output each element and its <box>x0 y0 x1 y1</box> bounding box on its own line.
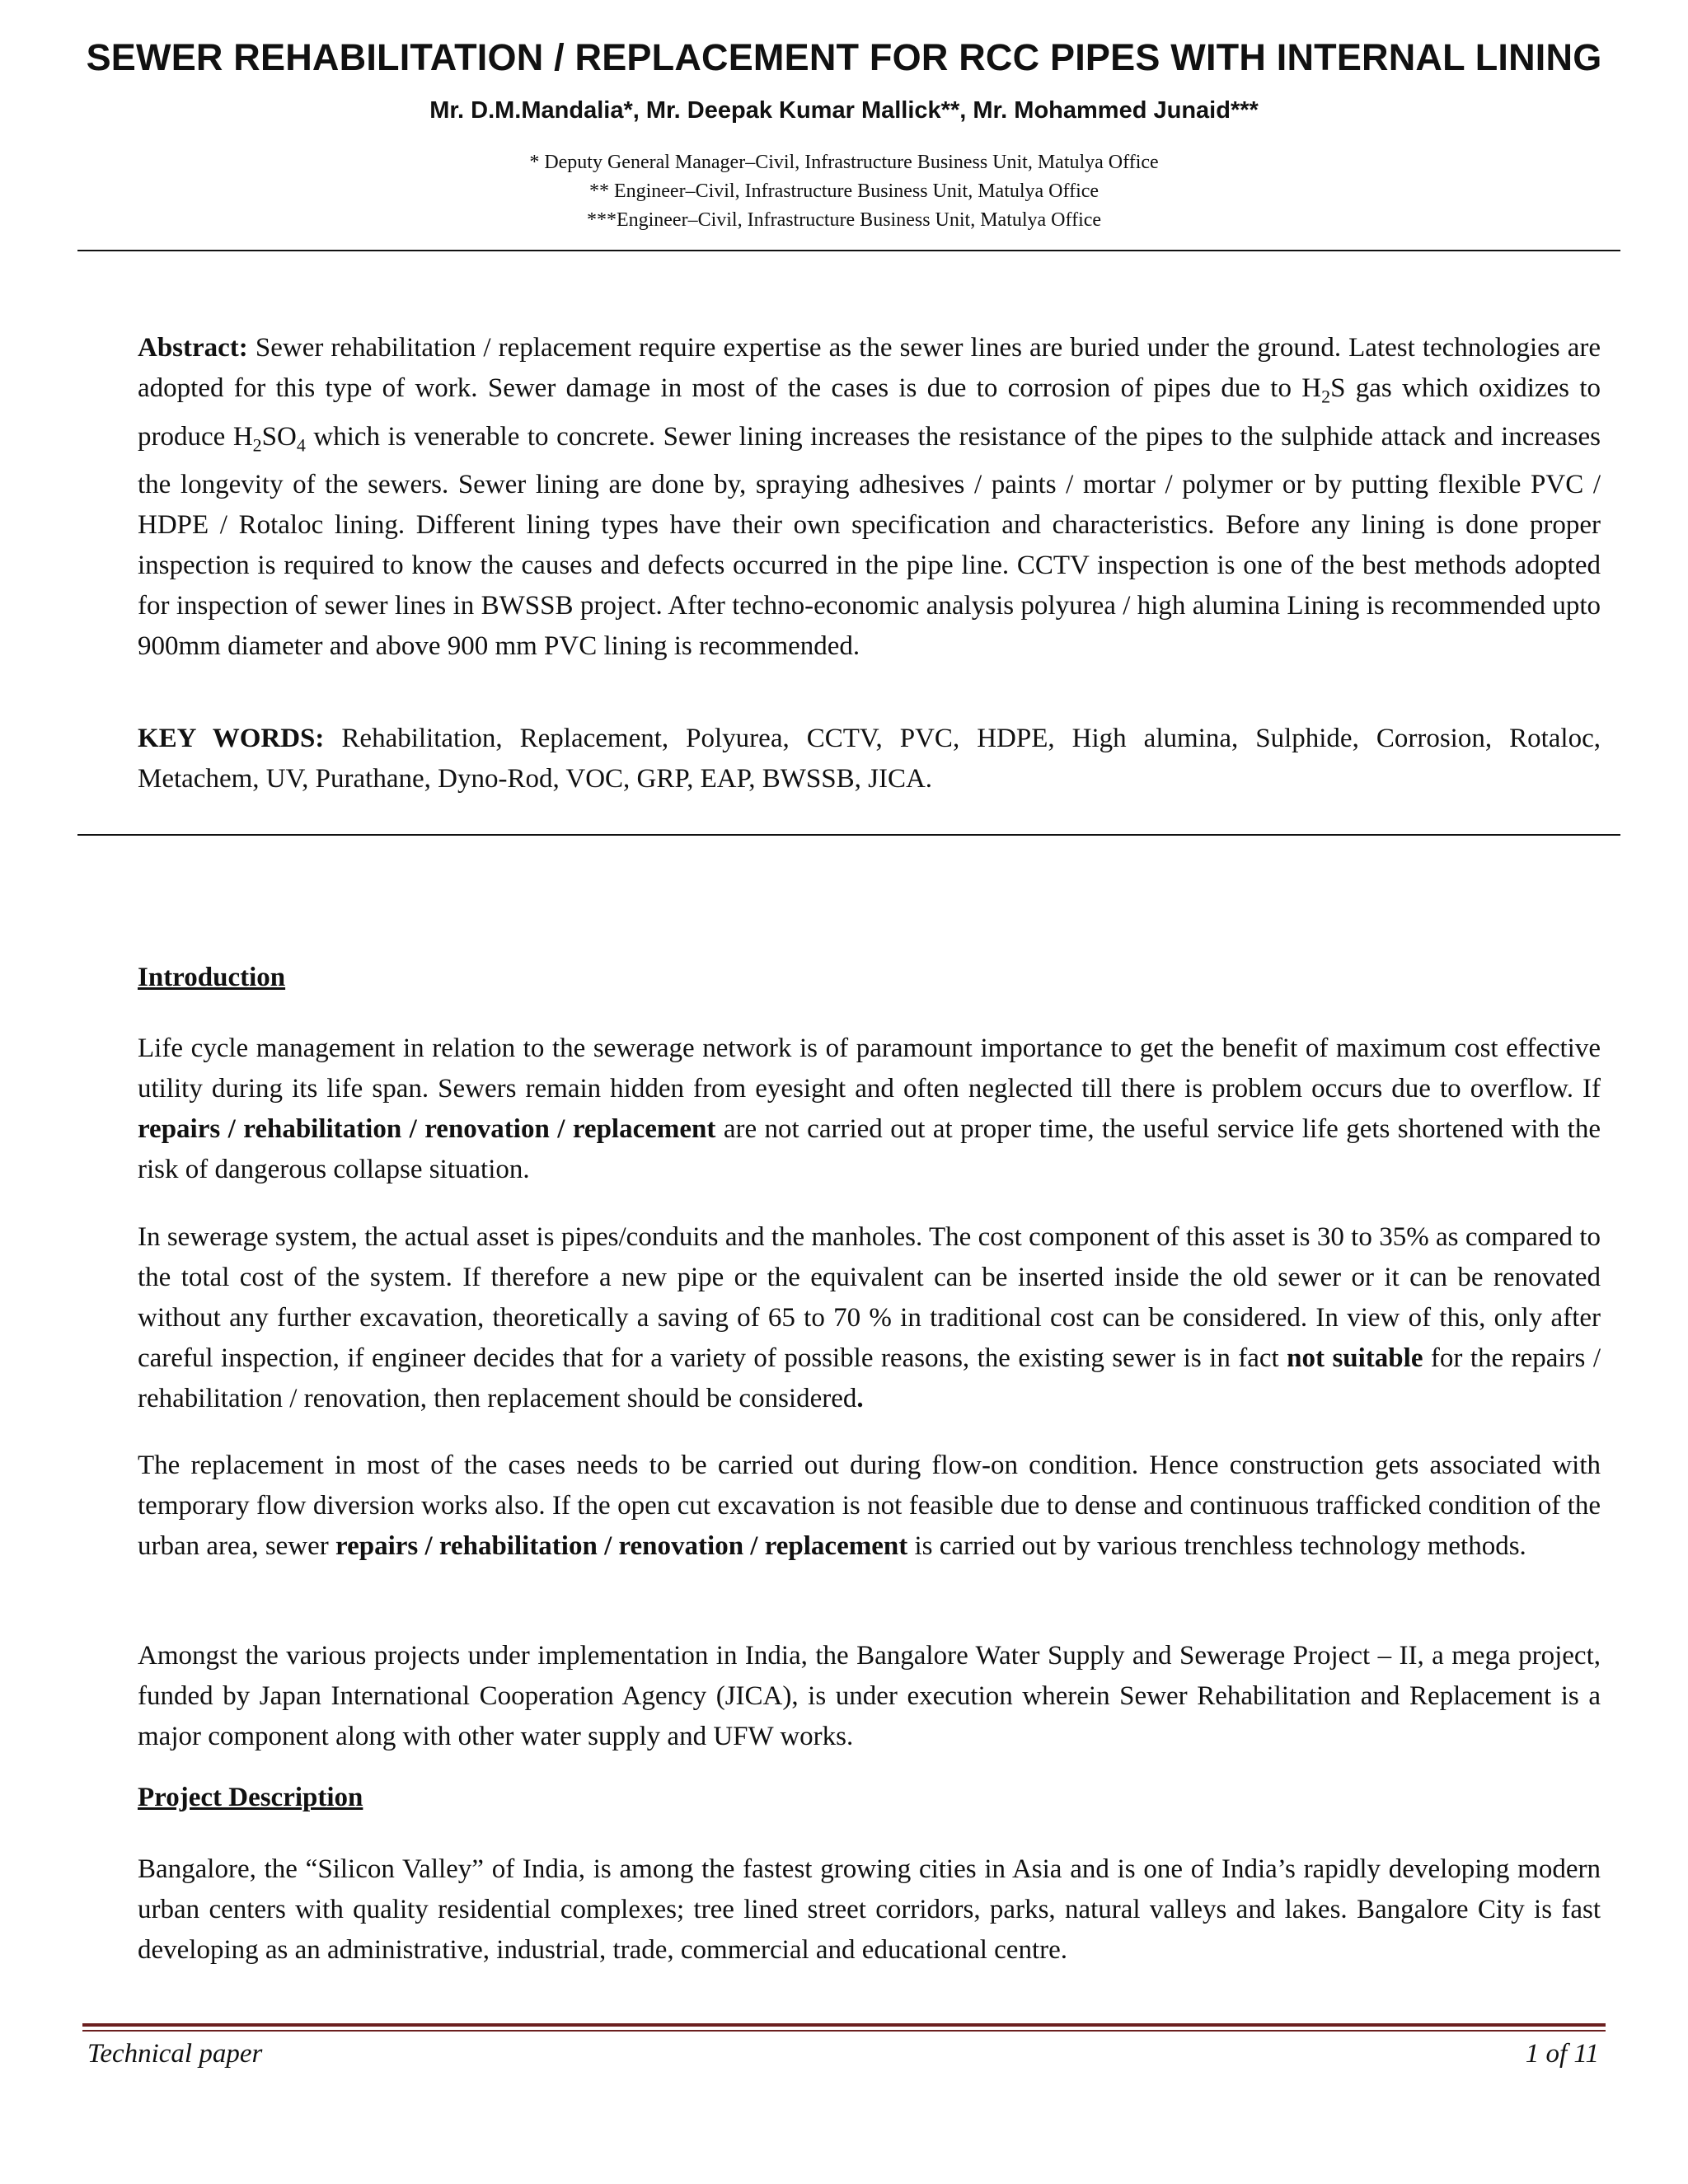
keywords-label: KEY WORDS: <box>138 724 325 753</box>
intro-p1-text-c: are not carried out at proper time, the useful service life gets shortened with the risk of dangerous collapse situation. <box>138 1114 1601 1184</box>
paper-title: SEWER REHABILITATION / REPLACEMENT FOR RCC PIPES WITH INTERNAL LINING <box>86 36 1602 78</box>
page-number: 1 of 11 <box>1525 2039 1599 2069</box>
intro-paragraph-2 <box>138 1217 1601 1419</box>
author-list: Mr. D.M.Mandalia*, Mr. Deepak Kumar Mallick**, Mr. Mohammed Junaid*** <box>429 97 1259 124</box>
intro-paragraph-3 <box>138 1446 1601 1567</box>
intro-p3-text-c: is carried out by various trenchless technology methods. <box>907 1531 1526 1561</box>
project-description-heading: Project Description <box>138 1783 363 1812</box>
abstract-text-3: SO <box>261 421 297 452</box>
affiliations <box>0 148 1688 235</box>
abstract-divider <box>77 834 1620 836</box>
abstract-label: Abstract: <box>138 333 248 363</box>
intro-p1-emphasis: repairs / rehabilitation / renovation / replacement <box>138 1114 716 1144</box>
keywords-paragraph <box>138 719 1601 799</box>
introduction-heading: Introduction <box>138 963 286 992</box>
footer-divider <box>82 2023 1606 2032</box>
abstract-text-2: S gas which oxidizes to produce H <box>138 373 1601 452</box>
footer-label: Technical paper <box>87 2039 263 2069</box>
intro-p3-emphasis: repairs / rehabilitation / renovation / replacement <box>335 1531 908 1561</box>
intro-paragraph-4: Amongst the various projects under implementation in India, the Bangalore Water Supply and Sewerage Project – II, a mega project, funded by Japan International Cooperation Agency (JICA), is under execution wherein Sewer Rehabilitation and Replacement is a major component along with other water supply and UFW works. <box>138 1641 1601 1751</box>
affiliation-2: ** Engineer–Civil, Infrastructure Business Unit, Matulya Office <box>588 180 1100 202</box>
intro-p1-text-a: Life cycle management in relation to the sewerage network is of paramount importance to get the benefit of maximum cost effective utility during its life span. Sewers remain hidden from eyesight and often neglected till there is problem occurs due to overflow. If <box>138 1033 1601 1104</box>
abstract-sub-2: 2 <box>252 434 262 456</box>
intro-p2-emphasis: not suitable <box>1287 1343 1423 1373</box>
header-divider <box>77 250 1620 251</box>
intro-p2-text-a: In sewerage system, the actual asset is pipes/conduits and the manholes. The cost component of this asset is 30 to 35% as compared to the total cost of the system. If therefore a new pipe or the equivalent can be inserted inside the old sewer or it can be renovated without any further excavation, theoretically a saving of 65 to 70 % in traditional cost can be considered. In view of this, only after careful inspection, if engineer decides that for a variety of possible reasons, the existing sewer is in fact <box>138 1222 1601 1373</box>
abstract-text-4: which is venerable to concrete. Sewer lining increases the resistance of the pipes to the sulphide attack and increases the longevity of the sewers. Sewer lining are done by, spraying adhesives / paints / mortar / polymer or by putting flexible PVC / HDPE / Rotaloc lining. Different lining types have their own specification and characteristics. Before any lining is done proper inspection is required to know the causes and defects occurred in the pipe line. CCTV inspection is one of the best methods adopted for inspection of sewer lines in BWSSB project. After techno-economic analysis polyurea / high alumina Lining is recommended upto 900mm diameter and above 900 mm PVC lining is recommended. <box>138 421 1601 662</box>
intro-p3-text-a: The replacement in most of the cases needs to be carried out during flow-on condition. Hence construction gets associated with temporary flow diversion works also. If the open cut excavation is not feasible due to dense and continuous trafficked condition of the urban area, sewer <box>138 1451 1601 1561</box>
intro-p2-text-c: for the repairs / rehabilitation / renovation, then replacement should be considered <box>138 1343 1601 1413</box>
keywords-text: Rehabilitation, Replacement, Polyurea, CCTV, PVC, HDPE, High alumina, Sulphide, Corrosion, Rotaloc, Metachem, UV, Purathane, Dyno-Rod, VOC, GRP, EAP, BWSSB, JICA. <box>138 724 1601 794</box>
abstract-sub-3: 4 <box>296 434 306 456</box>
project-paragraph-1: Bangalore, the “Silicon Valley” of India, is among the fastest growing cities in Asia and is one of India’s rapidly developing modern urban centers with quality residential complexes; tree lined street corridors, parks, natural valleys and lakes. Bangalore City is fast developing as an administrative, industrial, trade, commercial and educational centre. <box>138 1854 1601 1965</box>
intro-p2-period: . <box>856 1384 864 1413</box>
abstract-sub-1: 2 <box>1321 386 1331 407</box>
affiliation-3: ***Engineer–Civil, Infrastructure Business Unit, Matulya Office <box>586 209 1102 231</box>
abstract-text-1: Sewer rehabilitation / replacement require expertise as the sewer lines are buried under the ground. Latest technologies are adopted for this type of work. Sewer damage in most of the cases is due to corrosion of pipes due to H <box>138 333 1601 403</box>
intro-paragraph-1 <box>138 1029 1601 1190</box>
affiliation-1: * Deputy General Manager–Civil, Infrastructure Business Unit, Matulya Office <box>529 152 1159 173</box>
abstract-paragraph <box>138 328 1601 667</box>
